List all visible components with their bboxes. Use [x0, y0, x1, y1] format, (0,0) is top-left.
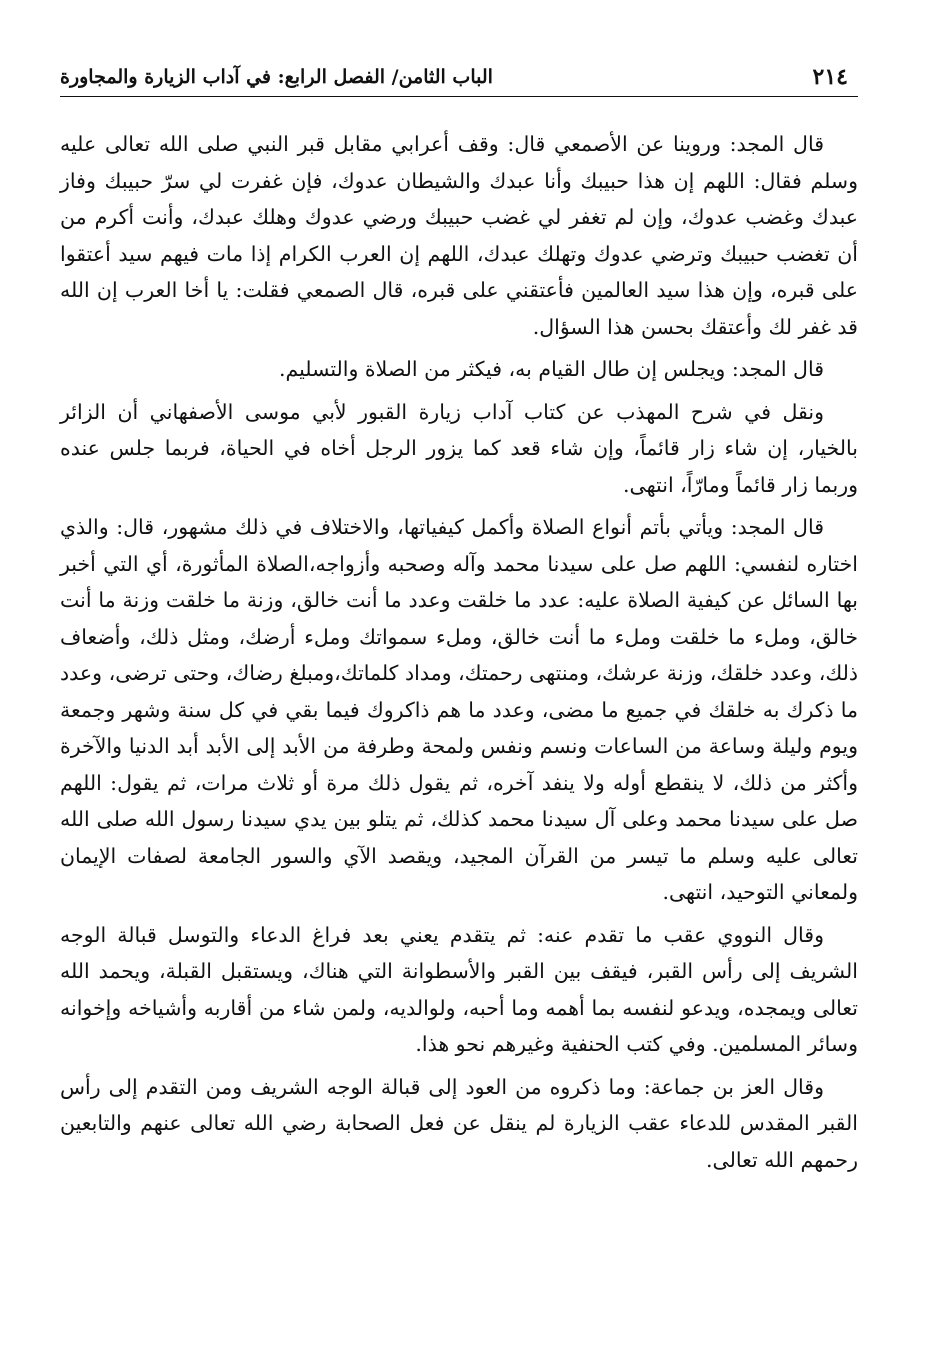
paragraph-sitting: قال المجد: ويجلس إن طال القيام به، فيكثر من الصلاة والتسليم.: [278, 357, 824, 381]
paragraph-asmai-story: قال المجد: وروينا عن الأصمعي قال: وقف أعرابي مقابل قبر النبي صلى الله تعالى عليه وسلم فقال: اللهم إن هذا حبيبك وأنا عبدك والشيطان عدوك، فإن غفرت لي سرّ حبيبك وفاز عبدك وغضب عدوك، وإن لم تغفر لي غضب حبيبك ورضي عدوك وهلك عبدك، وأنت أكرم من أن تغضب حبيبك وترضي عدوك وتهلك عبدك، اللهم إن العرب الكرام إذا مات فيهم سيد أعتقوا على قبره، وإن هذا سيد العالمين فأعتقني على قبره، قال الصمعي فقلت: يا أخا العرب إن الله قد غفر لك وأعتقك بحسن هذا السؤال.: [60, 132, 858, 339]
page-header: [60, 54, 858, 96]
paragraph-ibn-jamaa: وقال العز بن جماعة: وما ذكروه من العود إلى قبالة الوجه الشريف ومن التقدم إلى رأس القبر المقدس للدعاء عقب الزيارة لم ينقل عن فعل الصحابة رضي الله تعالى عنهم والتابعين رحمهم الله تعالى.: [60, 1074, 858, 1172]
page-body: [60, 126, 858, 1184]
page-number: ٢١٤: [812, 64, 848, 90]
header-divider: [60, 96, 858, 97]
paragraph-muhadhdhab: ونقل في شرح المهذب عن كتاب آداب زيارة القبور لأبي موسى الأصفهاني أن الزائر بالخيار، إن شاء زار قائماً، وإن شاء قعد كما يزور الرجل أخاه في الحياة، فربما جلس عنده وربما زار قائماً ومارّاً، انتهى.: [60, 399, 858, 497]
book-page: [60, 54, 858, 1344]
running-title: الباب الثامن/ الفصل الرابع: في آداب الزيارة والمجاورة: [60, 66, 493, 88]
paragraph-nawawi: وقال النووي عقب ما تقدم عنه: ثم يتقدم يعني بعد فراغ الدعاء والتوسل قبالة الوجه الشريف إلى رأس القبر، فيقف بين القبر والأسطوانة التي هناك، ويستقبل القبلة، ويحمد الله تعالى ويمجده، ويدعو لنفسه بما أهمه وما أحبه، ولوالديه، ولمن شاء من أقاربه وأشياخه وإخوانه وسائر المسلمين. وفي كتب الحنفية وغيرهم نحو هذا.: [60, 922, 858, 1056]
paragraph-salawat: قال المجد: ويأتي بأتم أنواع الصلاة وأكمل كيفياتها، والاختلاف في ذلك مشهور، قال: والذي اختاره لنفسي: اللهم صل على سيدنا محمد وآله وصحبه وأزواجه،الصلاة المأثورة، أي التي أخبر بها السائل عن كيفية الصلاة عليه: عدد ما خلقت وعدد ما أنت خالق، وزنة ما خلقت وزنة ما أنت خالق، وملء ما خلقت وملء ما أنت خالق، وملء سمواتك وملء أرضك، ومثل ذلك، وأضعاف ذلك، وعدد خلقك، وزنة عرشك، ومنتهى رحمتك، ومداد كلماتك،ومبلغ رضاك، وحتى ترضى، وعدد ما ذكرك به خلقك في جميع ما مضى، وعدد ما هم ذاكروك فيما بقي في كل سنة وشهر وجمعة ويوم وليلة وساعة من الساعات ونسم ونفس ولمحة وطرفة من الأبد إلى الأبد أبد الدنيا والآخرة وأكثر من ذلك، لا ينقطع أوله ولا ينفد آخره، ثم يقول ذلك مرة أو ثلاث مرات، ثم يقول: اللهم صل على سيدنا محمد وعلى آل سيدنا محمد كذلك، ثم يتلو بين يدي سيدنا رسول الله صلى الله تعالى عليه وسلم ما تيسر من القرآن المجيد، ويقصد الآي والسور الجامعة لصفات الإيمان ولمعاني التوحيد، انتهى.: [60, 515, 858, 904]
